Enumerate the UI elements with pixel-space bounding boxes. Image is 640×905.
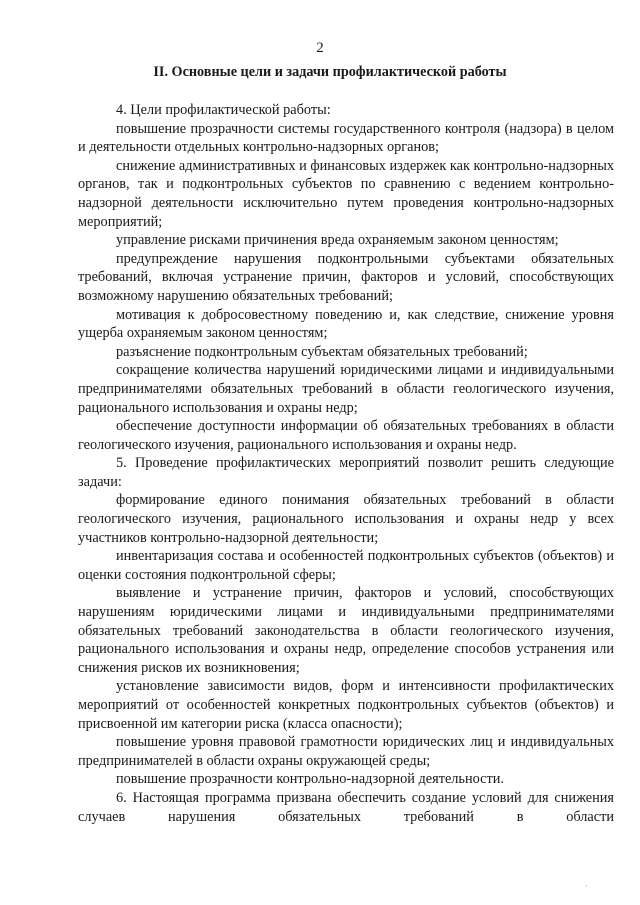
paragraph: сокращение количества нарушений юридическими лицами и индивидуальными предпринимателями обязательных требований в области геологического изучения, рационального использования и охраны недр; (78, 362, 614, 416)
paragraph: инвентаризация состава и особенностей подконтрольных субъектов (объектов) и оценки состояния подконтрольной сферы; (78, 548, 614, 583)
paragraph: снижение административных и финансовых издержек как контрольно-надзорных органов, так и подконтрольных субъектов по сравнению с ведением контрольно-надзорной деятельности исключительно путем проведения контрольно-надзорных мероприятий; (78, 157, 614, 230)
paragraph: формирование единого понимания обязательных требований в области геологического изучения, рационального использования и охраны недр у всех участников контрольно-надзорной деятельности; (78, 492, 614, 546)
paragraph: выявление и устранение причин, факторов и условий, способствующих нарушениям юридическими лицами и индивидуальными предпринимателями обязательных требований законодательства в области геологического изучения, рационального использования и охраны недр, определение способов устранения или снижения рисков их возникновения; (78, 585, 614, 676)
paragraph: 5. Проведение профилактических мероприятий позволит решить следующие задачи: (78, 455, 614, 490)
paragraph: предупреждение нарушения подконтрольными субъектами обязательных требований, включая устранение причин, факторов и условий, способствующих возможному нарушению обязательных требований; (78, 250, 614, 304)
paragraph: 4. Цели профилактической работы: (116, 102, 331, 118)
section-title: II. Основные цели и задачи профилактической работы (153, 64, 507, 80)
document-body (78, 101, 614, 826)
paragraph: обеспечение доступности информации об обязательных требованиях в области геологического изучения, рационального использования и охраны недр. (78, 418, 614, 453)
paragraph: разъяснение подконтрольным субъектам обязательных требований; (116, 343, 528, 360)
page-number: 2 (316, 40, 324, 56)
paragraph: 6. Настоящая программа призвана обеспечить создание условий для снижения случаев нарушения обязательных требований в области (78, 789, 614, 825)
paragraph: повышение уровня правовой грамотности юридических лиц и индивидуальных предпринимателей в области охраны окружающей среды; (78, 734, 614, 769)
paragraph: установление зависимости видов, форм и интенсивности профилактических мероприятий от особенностей конкретных подконтрольных субъектов (объектов) и присвоенной им категории риска (класса опасности); (78, 678, 614, 732)
paragraph: повышение прозрачности контрольно-надзорной деятельности. (116, 771, 504, 788)
scan-speck: · (585, 882, 588, 891)
paragraph: управление рисками причинения вреда охраняемым законом ценностям; (116, 232, 559, 249)
paragraph: повышение прозрачности системы государственного контроля (надзора) в целом и деятельности отдельных контрольно-надзорных органов; (78, 120, 614, 156)
paragraph: мотивация к добросовестному поведению и, как следствие, снижение уровня ущерба охраняемым законом ценностям; (78, 306, 614, 342)
